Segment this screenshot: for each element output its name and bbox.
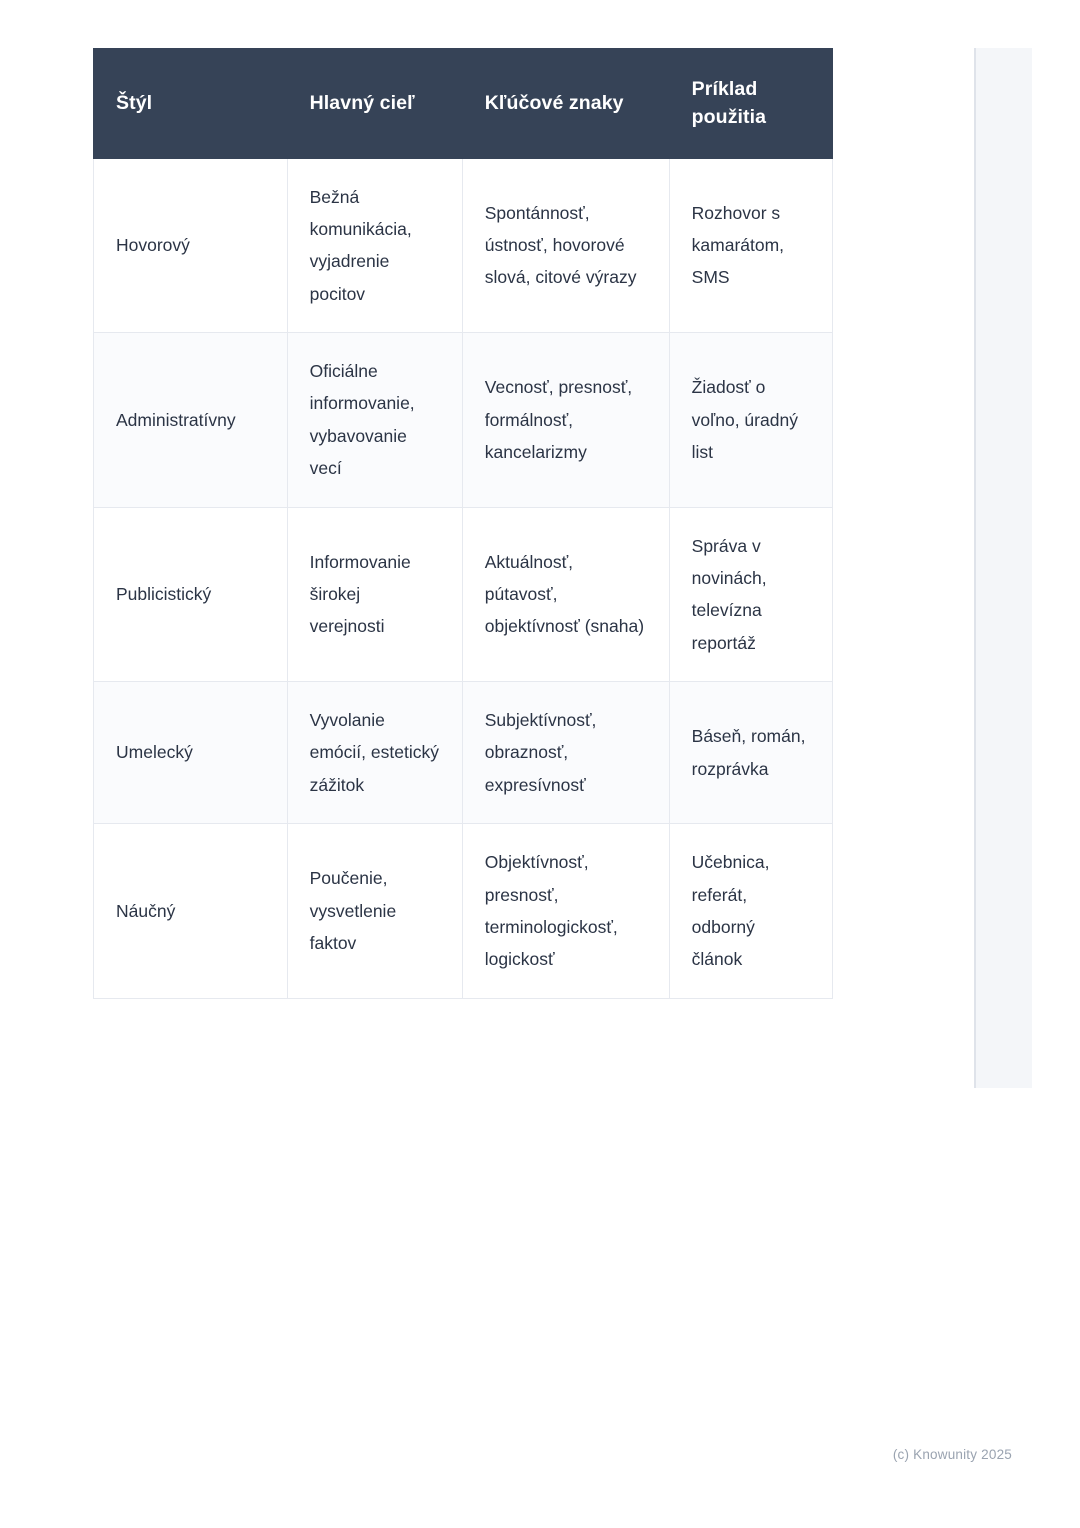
cell-goal: Vyvolanie emócií, estetický zážitok xyxy=(287,682,462,824)
column-header-key-features: Kľúčové znaky xyxy=(462,49,669,159)
table-row xyxy=(94,682,833,824)
scrollbar[interactable] xyxy=(974,48,1032,1088)
language-styles-table-container xyxy=(93,48,833,999)
column-header-main-goal: Hlavný cieľ xyxy=(287,49,462,159)
cell-features: Subjektívnosť, obraznosť, expresívnosť xyxy=(462,682,669,824)
table-header xyxy=(94,49,833,159)
cell-style: Umelecký xyxy=(94,682,288,824)
cell-features: Aktuálnosť, pútavosť, objektívnosť (snaha) xyxy=(462,507,669,682)
cell-example: Žiadosť o voľno, úradný list xyxy=(669,333,832,508)
cell-features: Objektívnosť, presnosť, terminologickosť, logickosť xyxy=(462,824,669,999)
cell-style: Administratívny xyxy=(94,333,288,508)
cell-style: Publicistický xyxy=(94,507,288,682)
table-row xyxy=(94,333,833,508)
table-header-row xyxy=(94,49,833,159)
cell-goal: Poučenie, vysvetlenie faktov xyxy=(287,824,462,999)
table-row xyxy=(94,824,833,999)
column-header-usage-example: Príklad použitia xyxy=(669,49,832,159)
cell-goal: Oficiálne informovanie, vybavovanie vecí xyxy=(287,333,462,508)
cell-style: Náučný xyxy=(94,824,288,999)
table-body xyxy=(94,158,833,998)
column-header-style: Štýl xyxy=(94,49,288,159)
cell-goal: Bežná komunikácia, vyjadrenie pocitov xyxy=(287,158,462,333)
cell-features: Spontánnosť, ústnosť, hovorové slová, citové výrazy xyxy=(462,158,669,333)
table-row xyxy=(94,507,833,682)
footer-credit: (c) Knowunity 2025 xyxy=(892,1447,1012,1462)
cell-example: Správa v novinách, televízna reportáž xyxy=(669,507,832,682)
cell-features: Vecnosť, presnosť, formálnosť, kancelarizmy xyxy=(462,333,669,508)
language-styles-table xyxy=(93,48,833,999)
table-row xyxy=(94,158,833,333)
cell-example: Rozhovor s kamarátom, SMS xyxy=(669,158,832,333)
cell-example: Báseň, román, rozprávka xyxy=(669,682,832,824)
cell-example: Učebnica, referát, odborný článok xyxy=(669,824,832,999)
cell-style: Hovorový xyxy=(94,158,288,333)
cell-goal: Informovanie širokej verejnosti xyxy=(287,507,462,682)
